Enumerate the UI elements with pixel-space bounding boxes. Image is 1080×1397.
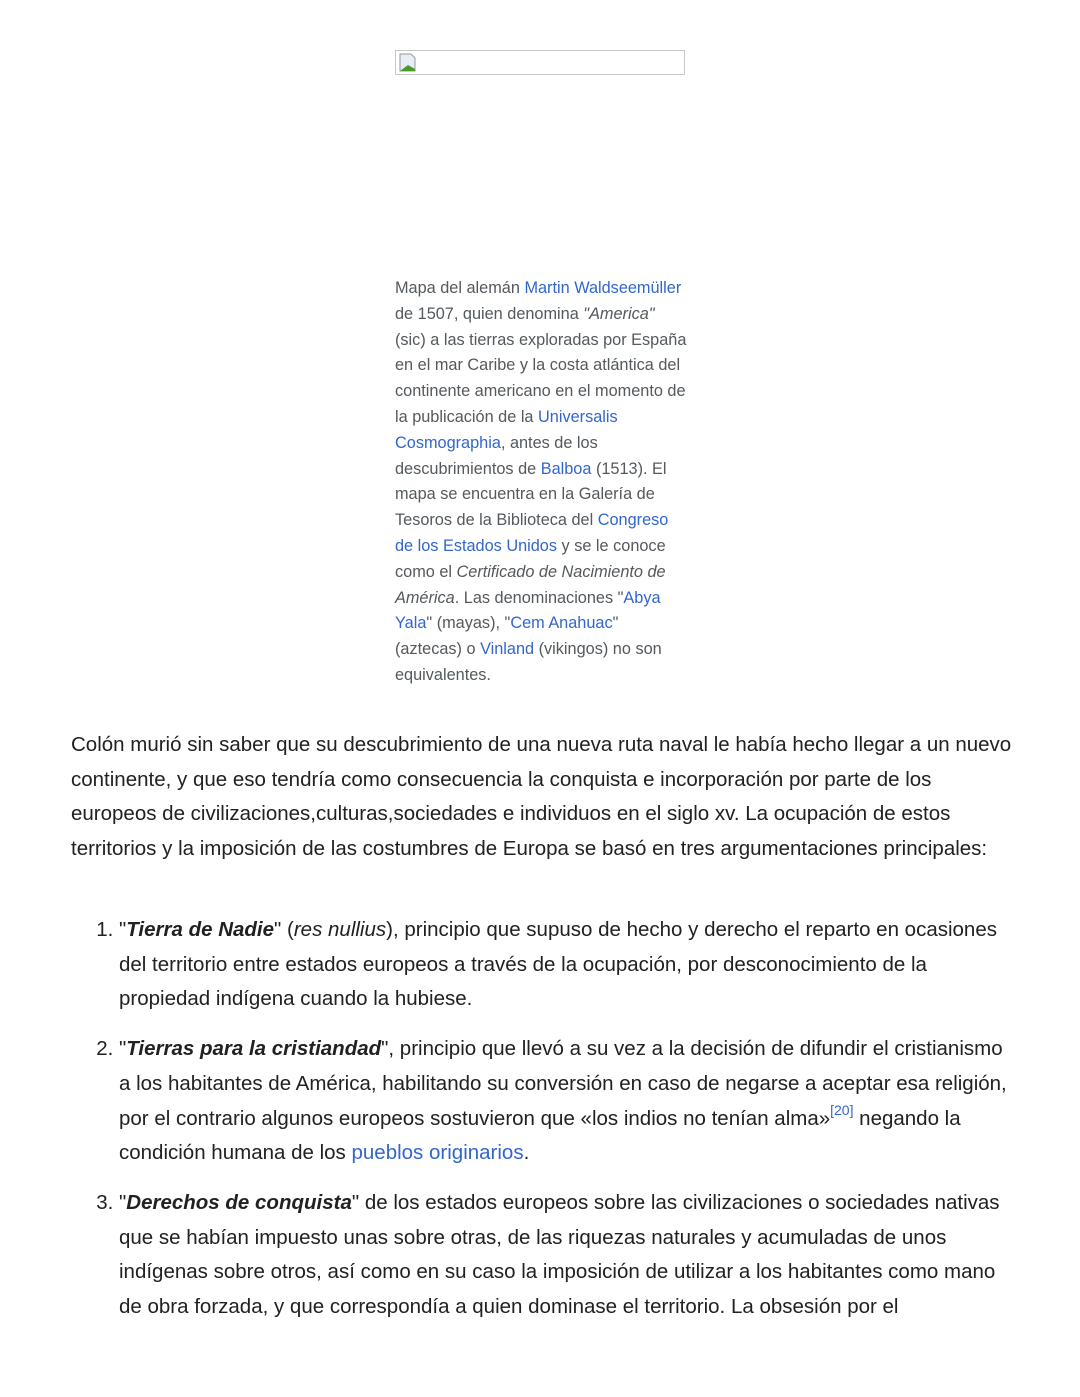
list-item bbox=[119, 1032, 1016, 1171]
text: ", principio que llevó a su vez a la decisión de difundir el cristianismo a los habitantes de América, habilitando su conversión en caso de negarse a aceptar esa religión, por el contrario algunos europeos sostuvieron que «los indios no tenían alma» bbox=[119, 1037, 1007, 1130]
body-paragraph: Colón murió sin saber que su descubrimiento de una nueva ruta naval le había hecho llegar a un nuevo continente, y que eso tendría como consecuencia la conquista e incorporación por parte de los europeos de civilizaciones,culturas,sociedades e individuos en el siglo xv. La ocupación de estos territorios y la imposición de las costumbres de Europa se basó en tres argumentaciones principales: bbox=[71, 733, 1012, 861]
map-image-placeholder bbox=[395, 50, 685, 75]
bold-term: Derechos de conquista bbox=[126, 1190, 352, 1214]
text: y se le conoce como el bbox=[395, 536, 666, 581]
text: . Las denominaciones " bbox=[454, 588, 624, 607]
wiki-link[interactable]: Vinland bbox=[480, 640, 535, 659]
text: (1513). El mapa se encuentra en la Galería de Tesoros de la Biblioteca del bbox=[395, 459, 667, 530]
bold-term: Tierras para la cristiandad bbox=[126, 1037, 382, 1061]
italic-text: "America" bbox=[583, 304, 655, 323]
text: " bbox=[119, 1037, 127, 1061]
italic-text: Certificado de Nacimiento de América bbox=[395, 562, 666, 607]
text: " (aztecas) o bbox=[395, 614, 619, 659]
bold-term: Tierra de Nadie bbox=[126, 918, 275, 941]
list-item bbox=[119, 913, 1016, 1017]
wiki-link[interactable]: Cem Anahuac bbox=[510, 614, 613, 633]
wiki-link[interactable]: pueblos originarios bbox=[351, 1141, 524, 1165]
text: . bbox=[523, 1141, 530, 1165]
wiki-link[interactable]: Martin Waldseemüller bbox=[524, 279, 682, 297]
text: " (mayas), " bbox=[426, 614, 511, 633]
text: de 1507, quien denomina bbox=[395, 304, 584, 323]
text: " bbox=[119, 1190, 127, 1214]
text: (sic) a las tierras exploradas por España en el mar Caribe y la costa atlántica del continente americano en el momento de la publicación de la bbox=[395, 330, 687, 426]
text: " de los estados europeos sobre las civilizaciones o sociedades nativas que se habían impuesto unas sobre otras, de las riquezas naturales y acumuladas de unos indígenas sobre otros, así como en su caso la imposición de utilizar a los habitantes como mano de obra forzada, y que correspondía a quien dominase el territorio. La obsesión por el bbox=[119, 1190, 1000, 1319]
text: negando la condición humana de los bbox=[119, 1106, 961, 1165]
text: " bbox=[119, 918, 127, 941]
citation[interactable] bbox=[830, 1102, 853, 1118]
text: , antes de los descubrimientos de bbox=[395, 433, 598, 478]
broken-image-icon bbox=[398, 53, 418, 73]
text: ), principio que supuso de hecho y derecho el reparto en ocasiones del territorio entre estados europeos a través de la ocupación, por desconocimiento de la propiedad indígena cuando la hubiese. bbox=[119, 918, 997, 1011]
wiki-link[interactable]: Balboa bbox=[540, 459, 592, 478]
reference-link[interactable]: [20] bbox=[830, 1101, 854, 1118]
text: Mapa del alemán bbox=[395, 279, 525, 297]
italic-text: res nullius bbox=[293, 918, 387, 941]
list-item bbox=[119, 1186, 1016, 1325]
wiki-link[interactable]: Universalis Cosmographia bbox=[395, 407, 618, 452]
text: (vikingos) no son equivalentes. bbox=[395, 640, 662, 684]
figure-caption bbox=[395, 276, 687, 689]
wiki-link[interactable]: Congreso de los Estados Unidos bbox=[395, 511, 669, 555]
argument-list bbox=[71, 913, 1016, 1340]
text: " ( bbox=[274, 918, 294, 941]
wiki-link[interactable]: Abya Yala bbox=[395, 588, 661, 633]
